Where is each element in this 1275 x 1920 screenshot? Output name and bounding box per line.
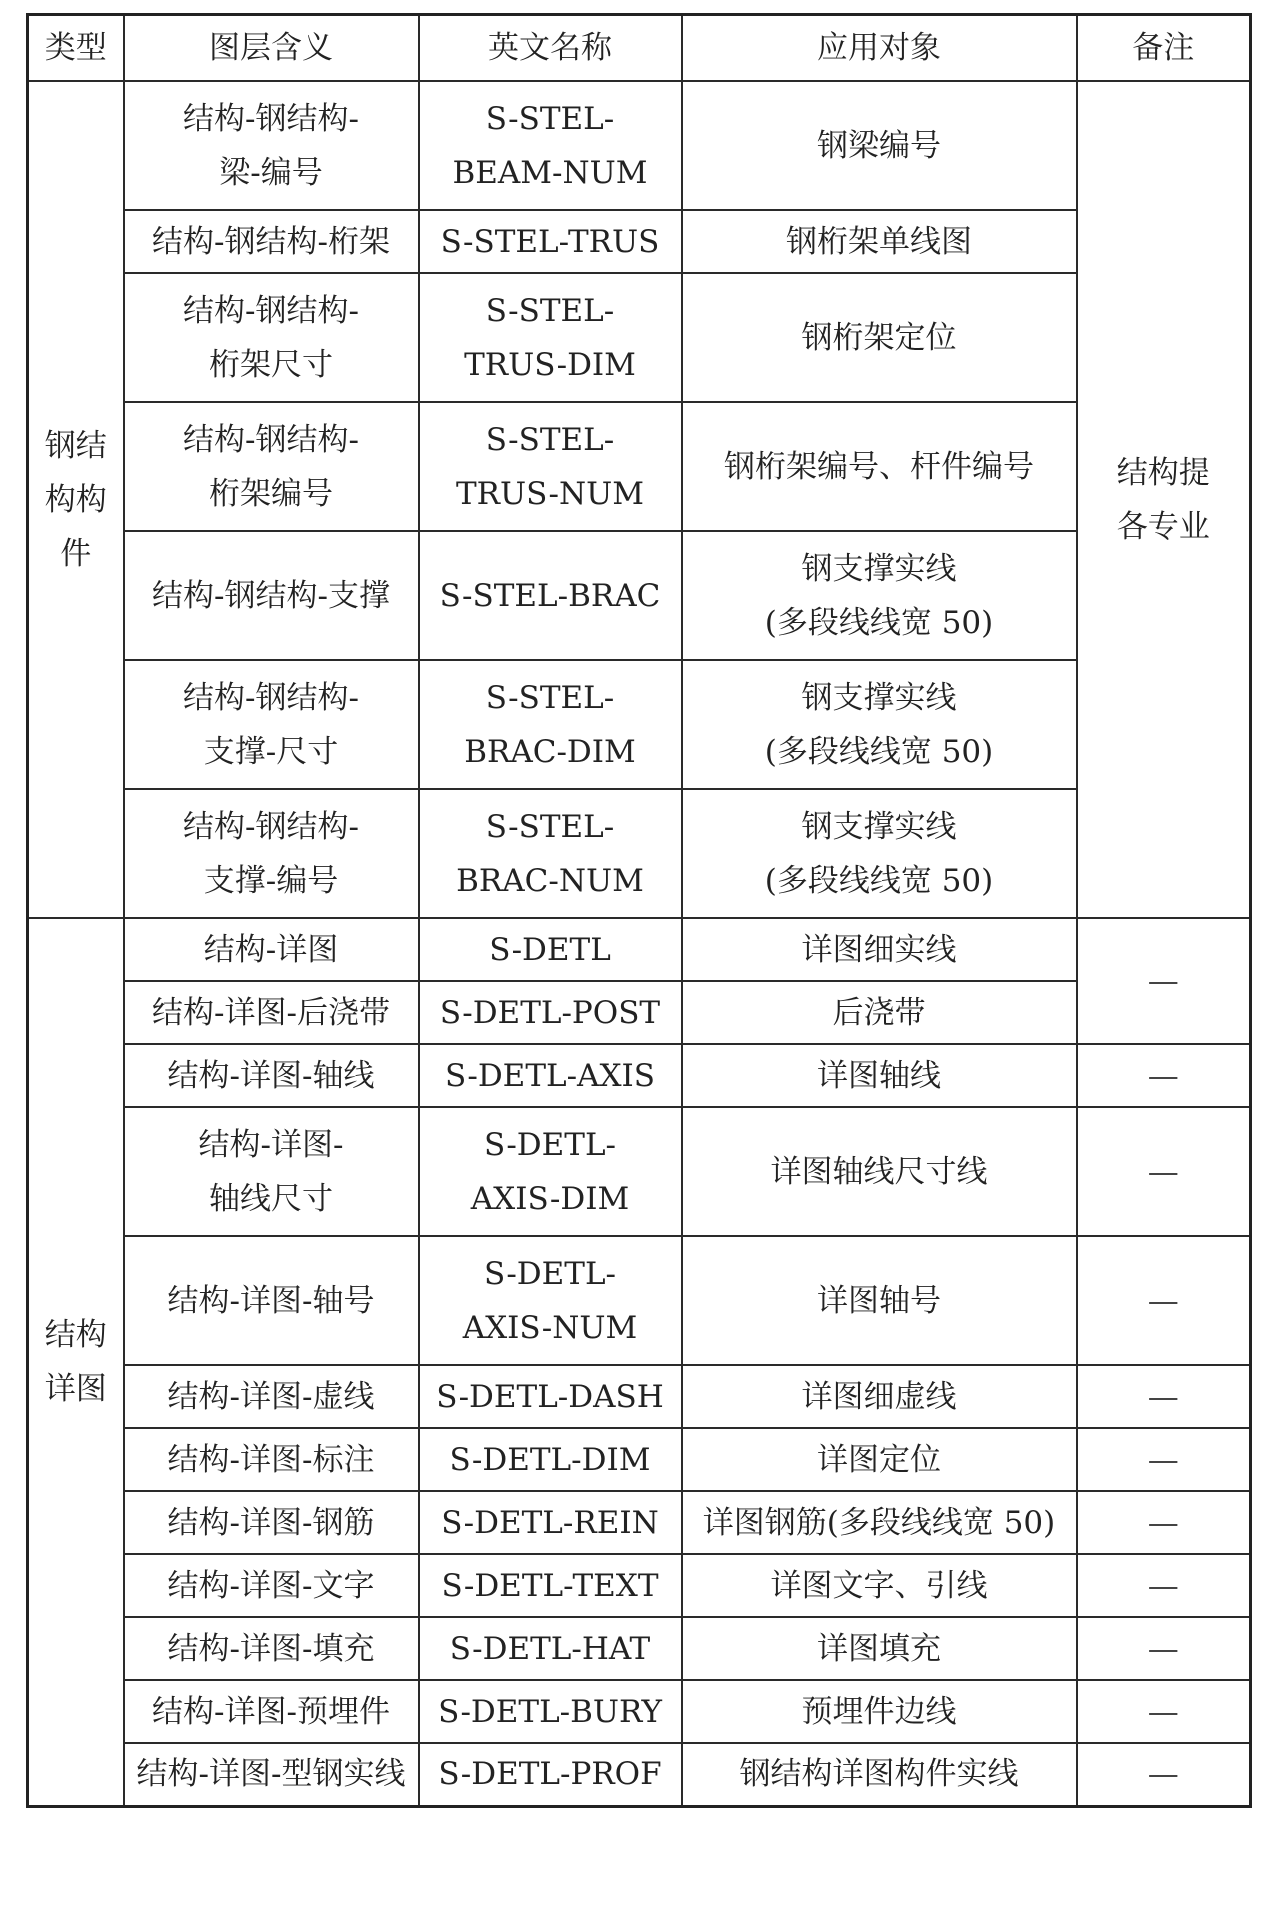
cell-meaning: 结构-详图-预埋件 — [124, 1680, 419, 1743]
cell-english: S-STEL-BRAC — [419, 531, 682, 660]
cell-meaning: 结构-详图-填充 — [124, 1617, 419, 1680]
table-row — [28, 402, 1251, 531]
cell-english: S-DETL-DIM — [419, 1428, 682, 1491]
group-type-detail: 结构 详图 — [28, 918, 124, 1806]
cell-object: 详图定位 — [682, 1428, 1077, 1491]
table-row — [28, 273, 1251, 402]
table-row — [28, 660, 1251, 789]
header-meaning: 图层含义 — [124, 15, 419, 82]
table-row — [28, 789, 1251, 918]
header-english: 英文名称 — [419, 15, 682, 82]
layer-table — [26, 13, 1252, 1808]
cell-meaning: 结构-钢结构-支撑 — [124, 531, 419, 660]
cell-english: S-STEL- BRAC-DIM — [419, 660, 682, 789]
cell-remark: — — [1077, 1680, 1251, 1743]
table-row — [28, 1365, 1251, 1428]
table-row — [28, 1044, 1251, 1107]
cell-object: 详图轴线尺寸线 — [682, 1107, 1077, 1236]
cell-meaning: 结构-钢结构- 支撑-编号 — [124, 789, 419, 918]
table-row — [28, 1107, 1251, 1236]
cell-object: 钢支撑实线 (多段线线宽 50) — [682, 531, 1077, 660]
table-row — [28, 1680, 1251, 1743]
cell-meaning: 结构-钢结构-桁架 — [124, 210, 419, 273]
cell-english: S-DETL-DASH — [419, 1365, 682, 1428]
cell-object: 钢桁架单线图 — [682, 210, 1077, 273]
cell-meaning: 结构-钢结构- 梁-编号 — [124, 81, 419, 210]
cell-remark: — — [1077, 1491, 1251, 1554]
cell-english: S-DETL-PROF — [419, 1743, 682, 1806]
cell-meaning: 结构-详图-轴线 — [124, 1044, 419, 1107]
table-row — [28, 81, 1251, 210]
cell-object: 后浇带 — [682, 981, 1077, 1044]
cell-object: 详图钢筋(多段线线宽 50) — [682, 1491, 1077, 1554]
cell-object: 详图填充 — [682, 1617, 1077, 1680]
cell-meaning: 结构-钢结构- 桁架尺寸 — [124, 273, 419, 402]
cell-remark: — — [1077, 1743, 1251, 1806]
cell-remark: — — [1077, 1044, 1251, 1107]
cell-english: S-DETL-TEXT — [419, 1554, 682, 1617]
table-row — [28, 210, 1251, 273]
header-object: 应用对象 — [682, 15, 1077, 82]
cell-english: S-DETL-REIN — [419, 1491, 682, 1554]
cell-object: 详图轴号 — [682, 1236, 1077, 1365]
cell-meaning: 结构-详图- 轴线尺寸 — [124, 1107, 419, 1236]
table-row — [28, 1236, 1251, 1365]
cell-english: S-STEL- BRAC-NUM — [419, 789, 682, 918]
table-row — [28, 1491, 1251, 1554]
cell-english: S-STEL- BEAM-NUM — [419, 81, 682, 210]
cell-remark: — — [1077, 1428, 1251, 1491]
cell-meaning: 结构-详图-轴号 — [124, 1236, 419, 1365]
cell-object: 详图细实线 — [682, 918, 1077, 981]
cell-remark: — — [1077, 1554, 1251, 1617]
table-row — [28, 981, 1251, 1044]
cell-english: S-STEL-TRUS — [419, 210, 682, 273]
cell-object: 钢结构详图构件实线 — [682, 1743, 1077, 1806]
cell-remark: — — [1077, 1236, 1251, 1365]
cell-remark: — — [1077, 1107, 1251, 1236]
cell-meaning: 结构-钢结构- 支撑-尺寸 — [124, 660, 419, 789]
cell-object: 详图细虚线 — [682, 1365, 1077, 1428]
cell-object: 钢支撑实线 (多段线线宽 50) — [682, 789, 1077, 918]
cell-meaning: 结构-详图 — [124, 918, 419, 981]
table-row — [28, 1617, 1251, 1680]
cell-remark: — — [1077, 1617, 1251, 1680]
cell-meaning: 结构-详图-后浇带 — [124, 981, 419, 1044]
cell-object: 预埋件边线 — [682, 1680, 1077, 1743]
cell-object: 钢支撑实线 (多段线线宽 50) — [682, 660, 1077, 789]
cell-object: 详图轴线 — [682, 1044, 1077, 1107]
cell-meaning: 结构-详图-钢筋 — [124, 1491, 419, 1554]
cell-english: S-DETL-AXIS — [419, 1044, 682, 1107]
group-remark-steel: 结构提 各专业 — [1077, 81, 1251, 918]
cell-english: S-DETL-BURY — [419, 1680, 682, 1743]
cell-meaning: 结构-详图-虚线 — [124, 1365, 419, 1428]
cell-meaning: 结构-详图-标注 — [124, 1428, 419, 1491]
cell-english: S-DETL- AXIS-DIM — [419, 1107, 682, 1236]
cell-meaning: 结构-钢结构- 桁架编号 — [124, 402, 419, 531]
cell-english: S-DETL-HAT — [419, 1617, 682, 1680]
table-row — [28, 1554, 1251, 1617]
cell-english: S-DETL — [419, 918, 682, 981]
cell-object: 钢桁架编号、杆件编号 — [682, 402, 1077, 531]
group-type-steel: 钢结 构构 件 — [28, 81, 124, 918]
cell-meaning: 结构-详图-文字 — [124, 1554, 419, 1617]
cell-object: 详图文字、引线 — [682, 1554, 1077, 1617]
cell-object: 钢桁架定位 — [682, 273, 1077, 402]
cell-english: S-DETL- AXIS-NUM — [419, 1236, 682, 1365]
header-type: 类型 — [28, 15, 124, 82]
cell-english: S-STEL- TRUS-NUM — [419, 402, 682, 531]
cell-remark: — — [1077, 1365, 1251, 1428]
cell-english: S-DETL-POST — [419, 981, 682, 1044]
cell-remark: — — [1077, 918, 1251, 1044]
header-row — [28, 15, 1251, 82]
header-remark: 备注 — [1077, 15, 1251, 82]
cell-object: 钢梁编号 — [682, 81, 1077, 210]
table-row — [28, 1428, 1251, 1491]
cell-meaning: 结构-详图-型钢实线 — [124, 1743, 419, 1806]
table-row — [28, 1743, 1251, 1806]
table-row — [28, 918, 1251, 981]
table-row — [28, 531, 1251, 660]
cell-english: S-STEL- TRUS-DIM — [419, 273, 682, 402]
